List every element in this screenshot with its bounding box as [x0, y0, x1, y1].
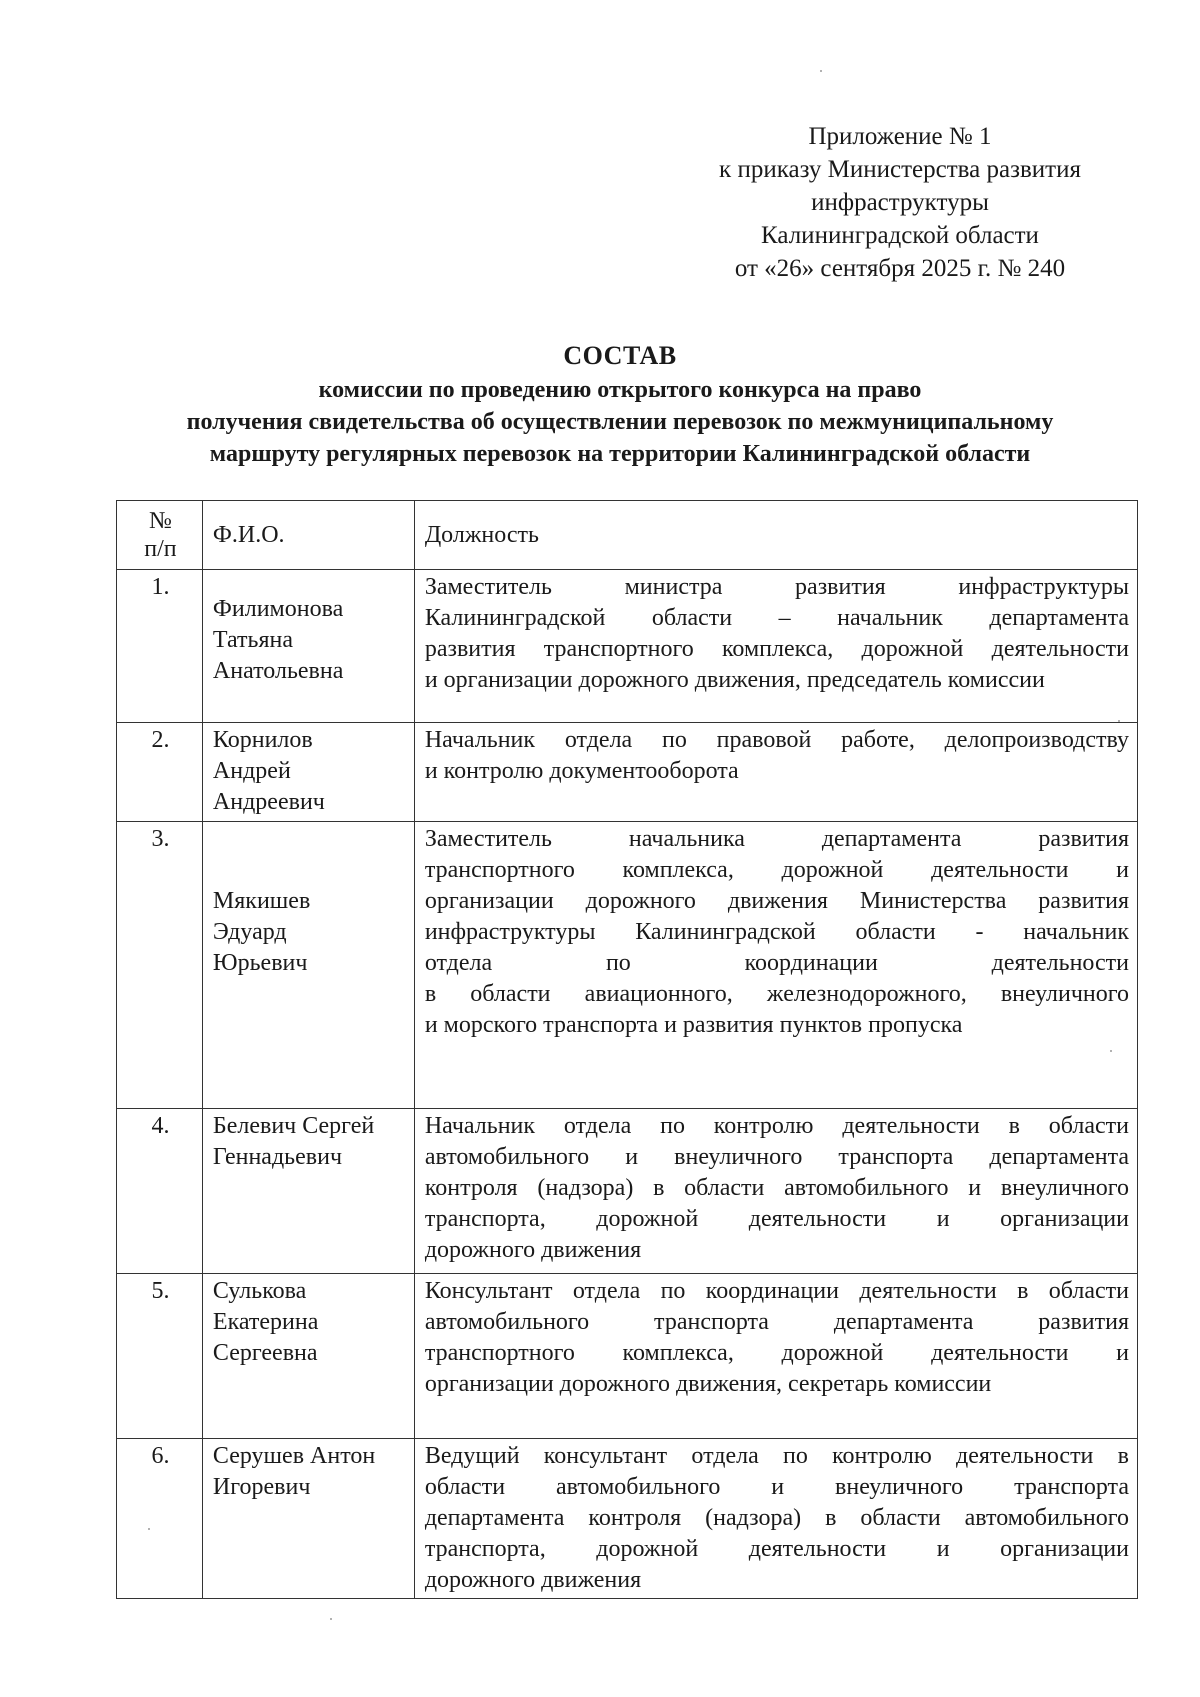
title-line-2: получения свидетельства об осуществлении перевозок по межмуниципальному — [186, 409, 1054, 435]
commission-table — [116, 500, 1138, 1599]
scan-speck — [330, 1618, 332, 1620]
row-number: 3. — [117, 822, 203, 1109]
member-position — [414, 1439, 1137, 1599]
name-line: Геннадьевич — [212, 1144, 343, 1170]
name-line: Филимонова — [212, 596, 344, 622]
scan-speck — [1110, 1050, 1112, 1052]
member-name — [202, 1439, 414, 1599]
position-line: инфраструктуры Калининградской области - начальник — [424, 919, 1129, 945]
position-line: Консультант отдела по координации деятельности в области — [424, 1278, 1129, 1304]
row-number: 4. — [117, 1109, 203, 1274]
position-line: Начальник отдела по контролю деятельности в области — [424, 1113, 1129, 1139]
appendix-ministry: инфраструктуры — [811, 189, 989, 216]
title-main: СОСТАВ — [563, 341, 677, 370]
appendix-header — [700, 120, 1100, 285]
member-position — [414, 822, 1137, 1109]
position-line: Начальник отдела по правовой работе, делопроизводству — [424, 727, 1129, 753]
name-line: Андрей — [212, 758, 291, 784]
name-line: Белевич Сергей — [212, 1113, 375, 1139]
scan-speck — [148, 1528, 150, 1530]
position-line: и морского транспорта и развития пунктов пропуска — [424, 1012, 963, 1038]
position-line: Ведущий консультант отдела по контролю деятельности в — [424, 1443, 1129, 1469]
appendix-order-ref: к приказу Министерства развития — [719, 156, 1081, 183]
name-line: Андреевич — [212, 789, 325, 815]
row-number: 5. — [117, 1274, 203, 1439]
row-number: 1. — [117, 570, 203, 723]
position-line: Калининградской области – начальник департамента — [424, 605, 1129, 631]
position-line: дорожного движения — [424, 1237, 642, 1263]
position-line: автомобильного транспорта департамента развития — [424, 1309, 1129, 1335]
position-line: в области авиационного, железнодорожного, внеуличного — [424, 981, 1129, 1007]
table-row — [117, 1439, 1138, 1599]
member-position — [414, 723, 1137, 822]
position-line: организации дорожного движения Министерства развития — [424, 888, 1129, 914]
document-title — [80, 338, 1160, 470]
member-position — [414, 1109, 1137, 1274]
header-number — [117, 501, 203, 570]
table-row — [117, 1274, 1138, 1439]
name-line: Эдуард — [212, 919, 287, 945]
name-line: Корнилов — [212, 727, 313, 753]
header-name: Ф.И.О. — [202, 501, 414, 570]
position-line: транспорта, дорожной деятельности и организации — [424, 1206, 1129, 1232]
scan-speck — [820, 70, 822, 72]
name-line: Татьяна — [212, 627, 293, 653]
position-line: контроля (надзора) в области автомобильного и внеуличного — [424, 1175, 1129, 1201]
member-name — [202, 723, 414, 822]
scan-speck — [1118, 720, 1120, 722]
position-line: Заместитель министра развития инфраструктуры — [424, 574, 1129, 600]
position-line: развития транспортного комплекса, дорожной деятельности — [424, 636, 1129, 662]
header-position: Должность — [414, 501, 1137, 570]
position-line: Заместитель начальника департамента развития — [424, 826, 1129, 852]
member-position — [414, 570, 1137, 723]
table-header-row — [117, 501, 1138, 570]
name-line: Юрьевич — [212, 950, 308, 976]
name-line: Сергеевна — [212, 1340, 318, 1366]
position-line: дорожного движения — [424, 1567, 642, 1593]
name-line: Игоревич — [212, 1474, 311, 1500]
table-row — [117, 723, 1138, 822]
title-line-1: комиссии по проведению открытого конкурса на право — [318, 377, 922, 403]
member-name — [202, 1274, 414, 1439]
member-name — [202, 570, 414, 723]
name-line: Сулькова — [212, 1278, 307, 1304]
appendix-number: Приложение № 1 — [808, 123, 992, 150]
position-line: департамента контроля (надзора) в области автомобильного — [424, 1505, 1129, 1531]
appendix-date: от «26» сентября 2025 г. № 240 — [734, 255, 1066, 282]
position-line: транспортного комплекса, дорожной деятельности и — [424, 857, 1129, 883]
table-row — [117, 1109, 1138, 1274]
name-line: Серушев Антон — [212, 1443, 376, 1469]
position-line: и контролю документооборота — [424, 758, 739, 784]
position-line: транспорта, дорожной деятельности и организации — [424, 1536, 1129, 1562]
header-number-sign: № — [149, 508, 172, 534]
table-row — [117, 822, 1138, 1109]
name-line: Анатольевна — [212, 658, 344, 684]
name-line: Мякишев — [212, 888, 311, 914]
member-name — [202, 822, 414, 1109]
position-line: области автомобильного и внеуличного транспорта — [424, 1474, 1129, 1500]
position-line: организации дорожного движения, секретарь комиссии — [424, 1371, 992, 1397]
position-line: автомобильного и внеуличного транспорта департамента — [424, 1144, 1129, 1170]
position-line: и организации дорожного движения, председатель комиссии — [424, 667, 1045, 693]
member-name — [202, 1109, 414, 1274]
position-line: отдела по координации деятельности — [424, 950, 1129, 976]
row-number: 6. — [117, 1439, 203, 1599]
position-line: транспортного комплекса, дорожной деятельности и — [424, 1340, 1129, 1366]
title-line-3: маршруту регулярных перевозок на территории Калининградской области — [209, 441, 1031, 467]
table-row — [117, 570, 1138, 723]
appendix-region: Калининградской области — [761, 222, 1039, 249]
member-position — [414, 1274, 1137, 1439]
header-number-abbr: п/п — [144, 536, 177, 562]
name-line: Екатерина — [212, 1309, 319, 1335]
row-number: 2. — [117, 723, 203, 822]
